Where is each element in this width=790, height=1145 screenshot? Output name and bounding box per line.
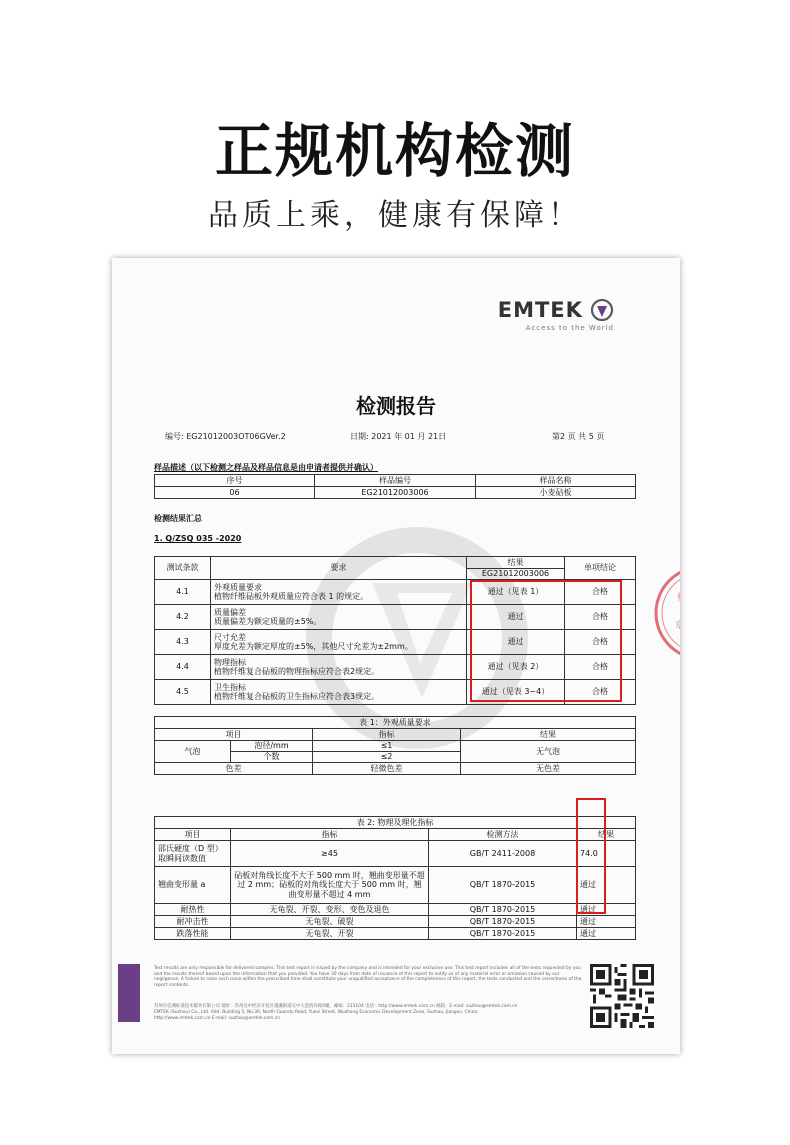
result-cell: 通过（见表 1） [467,580,565,605]
svg-text:检: 检 [677,593,687,603]
footer-company-cn: 苏州市信测标准技术服务有限公司 地址：苏州吴中经济开发区越溪街道吴中大道西环路5幢，邮编：215104 电话：http://www.emtek.com.cn 邮箱：E-mail: suzhou@emtek.com.cn [154,1004,518,1009]
footer-brand-bar [118,964,140,1022]
standard-label: 1. Q/ZSQ 035 -2020 [154,534,242,543]
clause-cell: 4.2 [155,605,211,630]
table1-header-spec: 指标 [313,729,461,741]
highlight-box-results [470,580,622,702]
method-cell: GB/T 2411-2008 [429,841,577,867]
requirement-detail: 质量偏差为额定质量的±5%。 [214,617,322,626]
summary-header-result-id: EG21012003006 [467,569,565,580]
summary-header-result: 结果 [467,557,565,569]
qr-code-icon [590,964,654,1028]
table1-header-result: 结果 [461,729,636,741]
spec-cell: 无龟裂、开裂 [231,928,429,940]
clause-cell: 4.3 [155,630,211,655]
spec-cell: 无龟裂、开裂、变形、变色及退色 [231,904,429,916]
conclusion-cell: 合格 [565,630,636,655]
color-result: 无色差 [461,763,636,775]
method-cell: QB/T 1870-2015 [429,928,577,940]
report-page: 第2 页 共 5 页 [552,432,605,441]
highlight-box-table2-results [576,798,606,914]
item-cell: 邵氏硬度（D 型）取瞬间读数值 [155,841,231,867]
table1-header-item: 项目 [155,729,313,741]
requirement-title: 质量偏差 [214,607,246,617]
logo-wordmark: EMTEK [497,298,583,322]
result-cell: 通过 [577,928,636,940]
color-label: 色差 [155,763,313,775]
diameter-value: ≤1 [313,741,461,752]
summary-header-clause: 测试条款 [155,557,211,580]
conclusion-cell: 合格 [565,655,636,680]
sample-header-index: 序号 [155,475,315,487]
requirement-detail: 植物纤维砧板外观质量应符合表 1 的规定。 [214,592,369,601]
method-cell: QB/T 1870-2015 [429,904,577,916]
appearance-table [154,716,636,775]
bubble-label: 气泡 [155,741,231,763]
summary-header-requirement: 要求 [211,557,467,580]
conclusion-cell: 合格 [565,580,636,605]
hero-title: 正规机构检测 [214,117,575,185]
method-cell: QB/T 1870-2015 [429,916,577,928]
table2-row [155,916,636,928]
item-cell: 翘曲变形量 a [155,867,231,904]
clause-cell: 4.5 [155,680,211,705]
sample-header-code: 样品编号 [315,475,476,487]
result-cell: 通过（见表 2） [467,655,565,680]
count-label: 个数 [231,752,313,763]
hero-subtitle: 品质上乘，健康有保障！ [208,198,582,233]
table2-row [155,928,636,940]
svg-text:章: 章 [675,621,685,631]
official-seal-icon [647,558,687,668]
logo-check-icon [590,298,614,322]
sample-heading: 样品描述（以下检测之样品及样品信息是由申请者提供并确认） [154,463,378,472]
conclusion-cell: 合格 [565,605,636,630]
table1-title: 表 1：外观质量要求 [155,717,636,729]
spec-cell: ≥45 [231,841,429,867]
footer-company-en: EMTEK (Suzhou) Co., Ltd. Add: Building 5, No.36, North Guandu Road, Yuexi Street, Wuzhong Economic Development Zone, Suzhou, Jiangsu, China. [154,1010,479,1015]
table2-row [155,867,636,904]
result-cell: 通过（见表 3~4） [467,680,565,705]
result-cell: 74.0 [577,841,636,867]
requirement-title: 物理指标 [214,657,246,667]
sample-index: 06 [155,487,315,499]
table2-row [155,904,636,916]
spec-cell: 砧板对角线长度不大于 500 mm 时，翘曲变形量不超过 2 mm；砧板的对角线长度大于 500 mm 时，翘曲变形量不超过 4 mm [231,867,429,904]
requirement-detail: 植物纤维复合砧板的物理指标应符合表2规定。 [214,667,380,676]
footer-disclaimer: Test results are only responsible for delivered samples. This test report is issued by the company and is intended for your exclusive use. This test report includes all of the tests requested by you and the results thereof based upon the information that you provided. You have 30 days from date of issuance of this report to notify us of any material error or omission caused by our negligence. A failure to raise such issue within the prescribed time shall constitute your unqualified acceptance of the completeness of this report, the tests conducted and the correctness of the report contents. [154,966,582,989]
clause-cell: 4.4 [155,655,211,680]
emtek-logo [498,298,614,332]
requirement-title: 尺寸允差 [214,632,246,642]
report-title: 检测报告 [356,394,436,418]
color-value: 轻微色差 [313,763,461,775]
summary-header-conclusion: 单项结论 [565,557,636,580]
table2-title: 表 2: 物理及理化指标 [155,817,636,829]
table2-header-item: 项目 [155,829,231,841]
diameter-label: 泡径/mm [231,741,313,752]
sample-header-name: 样品名称 [476,475,636,487]
count-value: ≤2 [313,752,461,763]
requirement-title: 卫生指标 [214,682,246,692]
logo-tagline: Access to the World [525,324,614,332]
result-cell: 通过 [577,867,636,904]
sample-code: EG21012003006 [315,487,476,499]
result-cell: 通过 [577,904,636,916]
table2-header-spec: 指标 [231,829,429,841]
result-cell: 通过 [577,916,636,928]
summary-heading: 检测结果汇总 [154,514,202,523]
table2-header-result: 结果 [577,829,636,841]
footer-contact: http://www.emtek.com.cn E-mail: suzhou@emtek.com.cn [154,1016,280,1021]
spec-cell: 无龟裂、破裂 [231,916,429,928]
item-cell: 耐冲击性 [155,916,231,928]
sample-name: 小麦砧板 [476,487,636,499]
bubble-result: 无气泡 [461,741,636,763]
table2-header-method: 检测方法 [429,829,577,841]
item-cell: 耐热性 [155,904,231,916]
sample-table [154,474,636,499]
table2-row [155,841,636,867]
requirement-detail: 植物纤维复合砧板的卫生指标应符合表3规定。 [214,692,380,701]
result-cell: 通过 [467,630,565,655]
result-cell: 通过 [467,605,565,630]
report-date: 日期: 2021 年 01 月 21日 [350,432,447,441]
physical-table [154,816,636,940]
report-document [112,258,687,1054]
report-number: 编号: EG21012003OT06GVer.2 [165,432,286,441]
item-cell: 跌落性能 [155,928,231,940]
requirement-title: 外观质量要求 [214,582,262,592]
method-cell: QB/T 1870-2015 [429,867,577,904]
requirement-detail: 厚度允差为额定厚度的±5%，其他尺寸允差为±2mm。 [214,642,413,651]
conclusion-cell: 合格 [565,680,636,705]
clause-cell: 4.1 [155,580,211,605]
